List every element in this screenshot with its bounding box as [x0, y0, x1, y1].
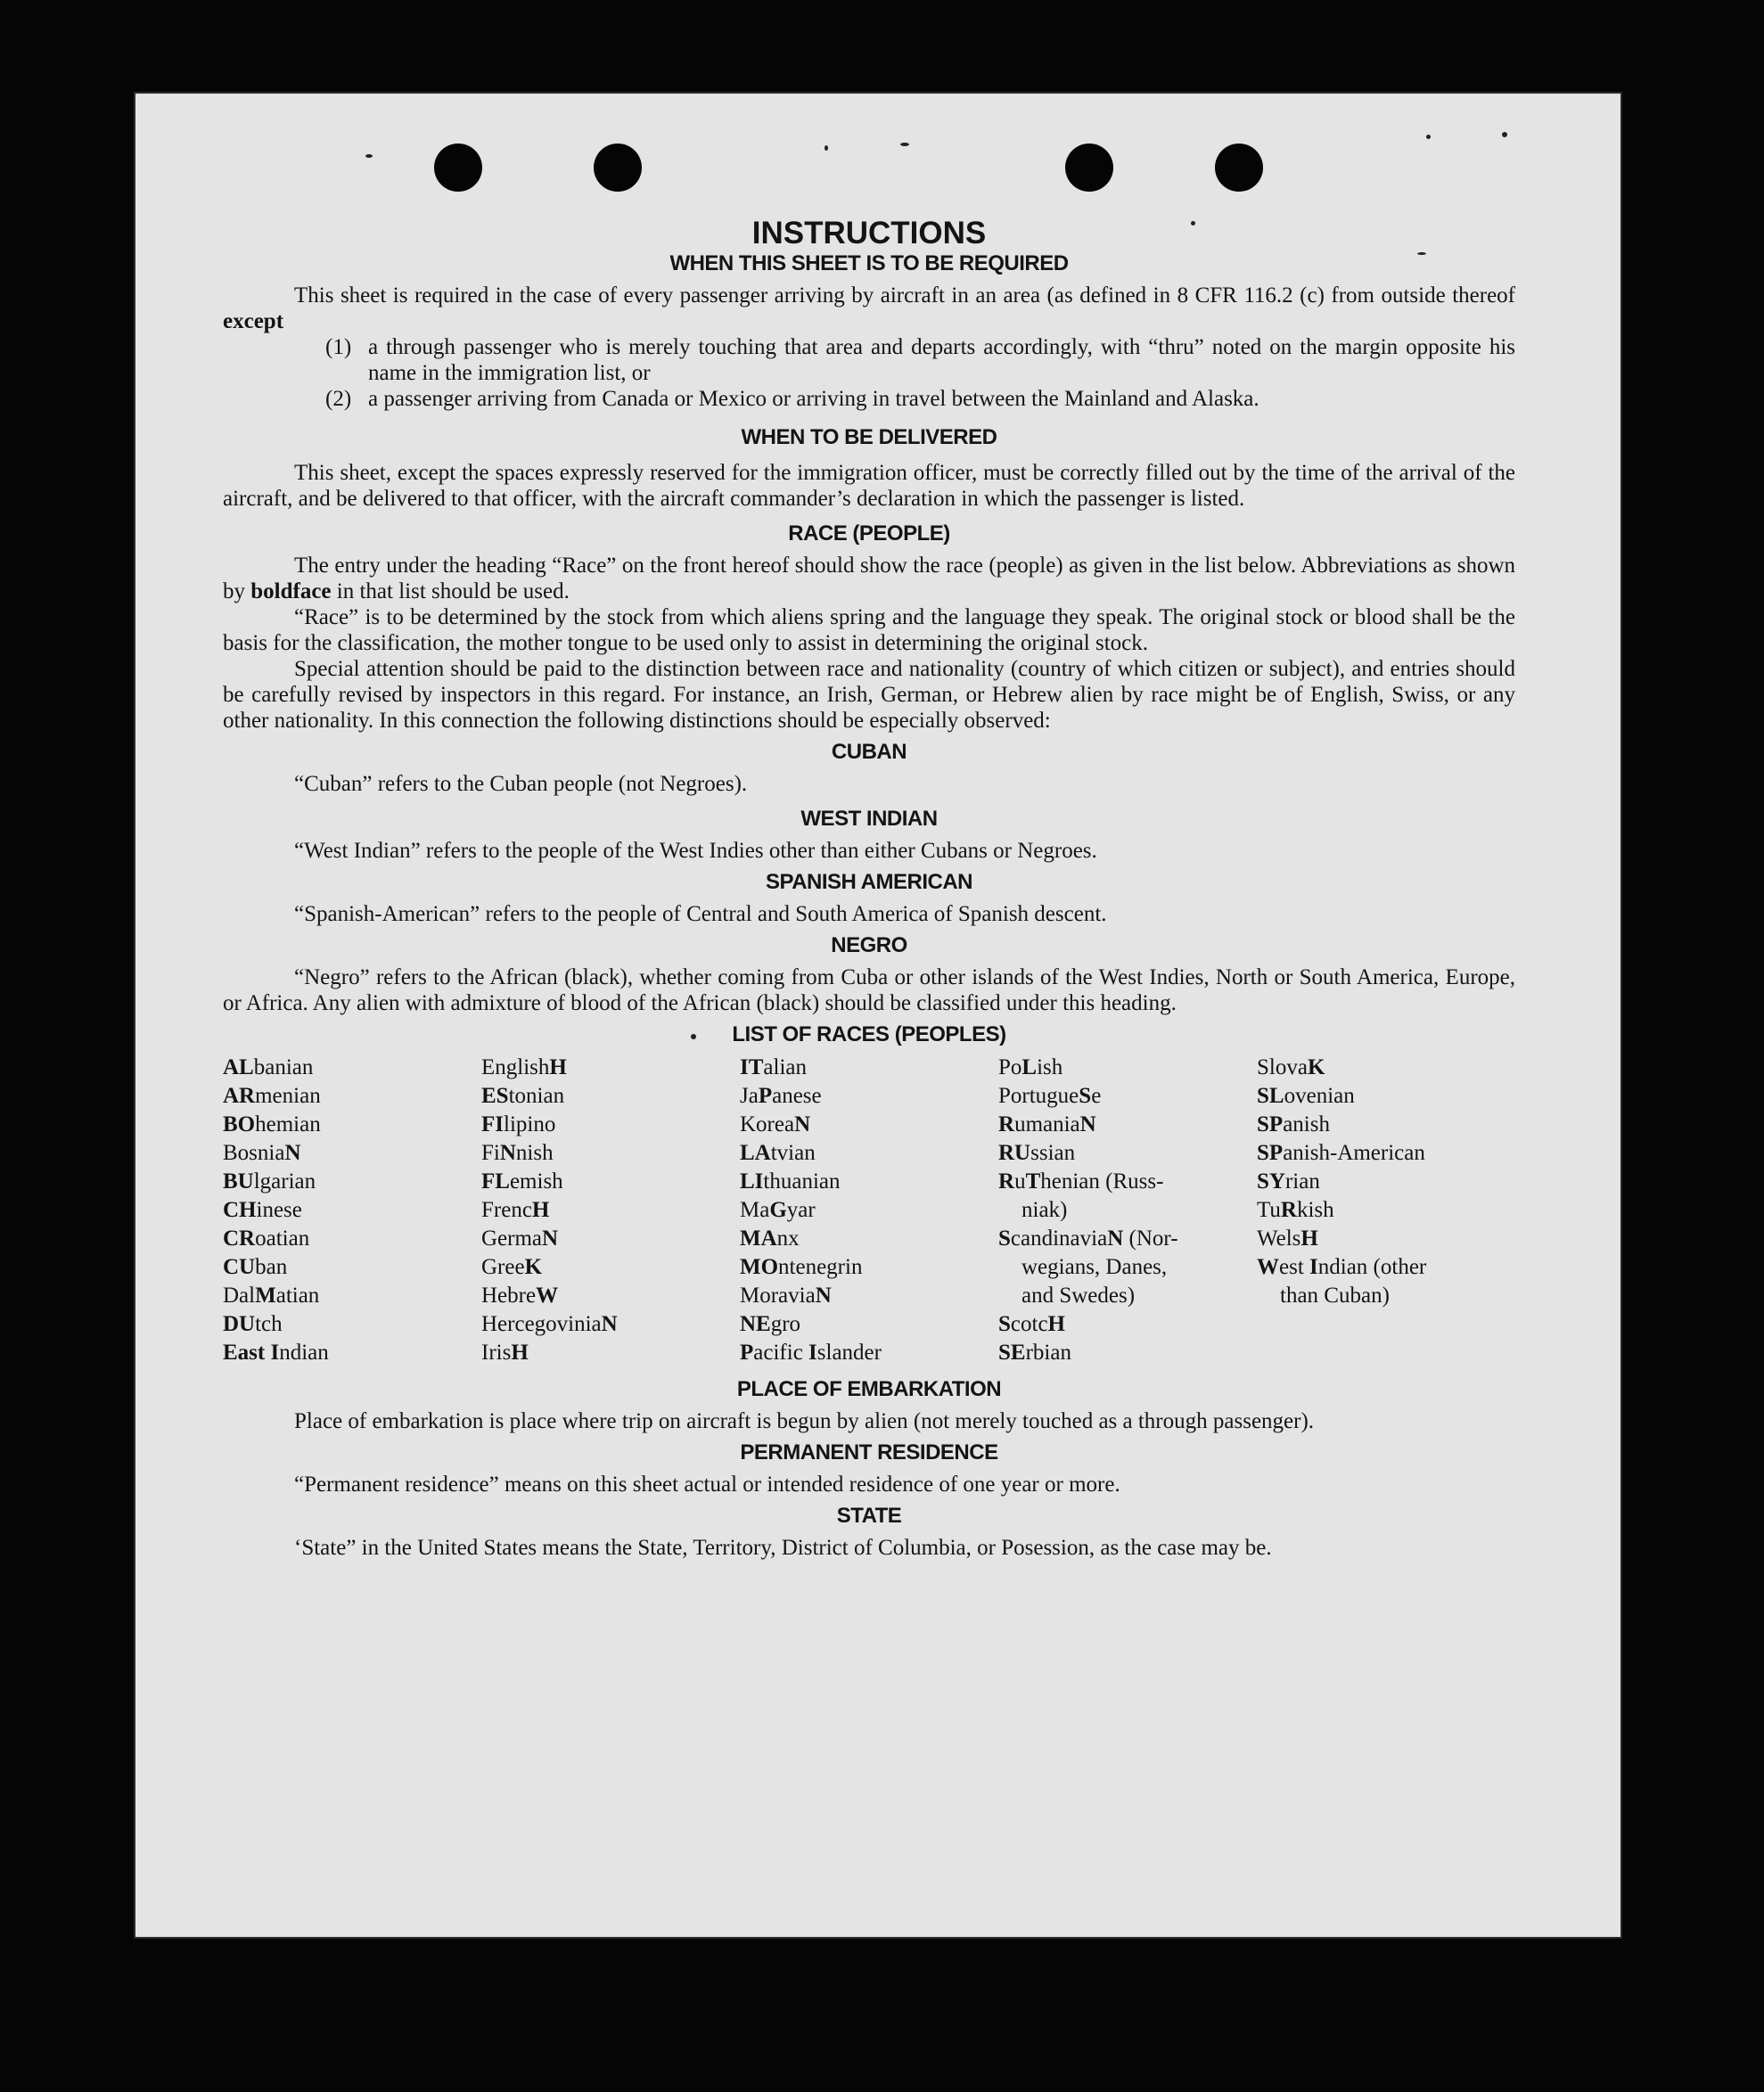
race-paragraph-1: The entry under the heading “Race” on the front hereof should show the race (people) as given in the list below. Abbreviations as shown by boldface in that list should be used.	[223, 554, 1515, 603]
negro-paragraph: “Negro” refers to the African (black), whether coming from Cuba or other islands of the West Indies, North or South America, Europe, or Africa. Any alien with admixture of blood of the African (black) should be classified under this heading.	[223, 965, 1515, 1015]
speck	[900, 143, 909, 146]
required-item-2: (2) a passenger arriving from Canada or Mexico or arriving in travel between the Mainland and Alaska.	[325, 387, 1259, 411]
race-text: alian	[763, 1055, 807, 1079]
race-text: Moravia	[740, 1284, 816, 1308]
race-abbreviation: S	[998, 1312, 1011, 1336]
race-entry	[481, 1111, 740, 1139]
race-abbreviation: ES	[481, 1084, 509, 1108]
race-abbreviation: MA	[740, 1226, 777, 1251]
race-abbreviation: East I	[223, 1341, 280, 1365]
race-text: Ja	[740, 1084, 759, 1108]
section-heading-embarkation: PLACE OF EMBARKATION	[736, 1377, 1002, 1401]
race-entry	[998, 1139, 1257, 1168]
race-entry	[481, 1339, 740, 1367]
document-page	[134, 92, 1622, 1939]
section-heading-required: WHEN THIS SHEET IS TO BE REQUIRED	[669, 251, 1069, 275]
race-entry	[481, 1082, 740, 1111]
punch-hole	[434, 144, 482, 192]
speck	[365, 154, 373, 158]
race-entry	[740, 1196, 998, 1225]
race-text: ntenegrin	[778, 1255, 863, 1279]
race-entry	[223, 1139, 481, 1168]
race-abbreviation: M	[255, 1284, 276, 1308]
race-entry	[998, 1168, 1257, 1225]
race-text: rian	[1284, 1169, 1320, 1194]
races-column	[1257, 1054, 1515, 1367]
race-text: nish	[515, 1141, 554, 1165]
race-entry	[223, 1054, 481, 1082]
race-text: hemian	[255, 1112, 321, 1136]
section-heading-residence: PERMANENT RESIDENCE	[740, 1440, 998, 1464]
race-entry	[998, 1054, 1257, 1082]
race-text: atian	[275, 1284, 320, 1308]
race-text: est	[1279, 1255, 1310, 1279]
race-abbreviation: CH	[223, 1198, 257, 1222]
race-abbreviation: N	[542, 1226, 559, 1251]
race-entry	[1257, 1111, 1515, 1139]
race-entry	[481, 1225, 740, 1253]
race-entry	[998, 1082, 1257, 1111]
race-text: tch	[255, 1312, 283, 1336]
race-entry	[481, 1168, 740, 1196]
race-entry	[1257, 1196, 1515, 1225]
punch-hole	[1215, 144, 1263, 192]
race-abbreviation: I	[1309, 1255, 1318, 1279]
race-entry	[998, 1225, 1257, 1310]
race-abbreviation: H	[1300, 1226, 1318, 1251]
race-abbreviation: DU	[223, 1312, 256, 1336]
race-text: (Nor-	[1123, 1226, 1178, 1251]
race-abbreviation: H	[531, 1198, 550, 1222]
race-abbreviation: SE	[998, 1341, 1026, 1365]
race-abbreviation: CU	[223, 1255, 256, 1279]
race-entry	[481, 1253, 740, 1282]
race-entry	[223, 1196, 481, 1225]
race-text: Hebre	[481, 1284, 537, 1308]
race-text: umania	[1014, 1112, 1080, 1136]
race-abbreviation: H	[511, 1341, 529, 1365]
race-entry	[481, 1310, 740, 1339]
race-text: candinavia	[1010, 1226, 1108, 1251]
race-abbreviation: T	[1025, 1169, 1041, 1194]
west-indian-paragraph: “West Indian” refers to the people of the West Indies other than either Cubans or Negroes.	[294, 839, 1097, 863]
race-text: English	[481, 1055, 550, 1079]
residence-paragraph: “Permanent residence” means on this sheet actual or intended residence of one year or more.	[294, 1473, 1120, 1497]
cuban-paragraph: “Cuban” refers to the Cuban people (not Negroes).	[294, 772, 748, 796]
race-text: Po	[998, 1055, 1022, 1079]
race-abbreviation: BU	[223, 1169, 254, 1194]
race-abbreviation: LI	[740, 1169, 764, 1194]
race-text: lipino	[504, 1112, 556, 1136]
race-entry	[740, 1225, 998, 1253]
race-abbreviation: K	[524, 1255, 543, 1279]
race-entry	[223, 1225, 481, 1253]
race-entry	[223, 1339, 481, 1367]
section-heading-list-of-races: LIST OF RACES (PEOPLES)	[732, 1022, 1006, 1046]
race-entry	[998, 1310, 1257, 1339]
punch-hole	[1065, 144, 1113, 192]
race-text: acific	[753, 1341, 809, 1365]
race-text: u	[1014, 1169, 1026, 1194]
race-text: ndian (other	[1317, 1255, 1427, 1279]
race-abbreviation: R	[1280, 1198, 1297, 1222]
race-abbreviation: I	[808, 1341, 817, 1365]
race-entry	[1257, 1139, 1515, 1168]
race-abbreviation: K	[1307, 1055, 1325, 1079]
race-abbreviation: P	[740, 1341, 754, 1365]
race-abbreviation: FL	[481, 1169, 510, 1194]
page-title: INSTRUCTIONS	[751, 216, 987, 250]
race-abbreviation: MO	[740, 1255, 779, 1279]
race-entry	[740, 1168, 998, 1196]
race-text: Hercegovinia	[481, 1312, 602, 1336]
section-heading-race: RACE (PEOPLE)	[788, 521, 950, 546]
section-heading-state: STATE	[836, 1504, 902, 1528]
race-text: slander	[816, 1341, 882, 1365]
spanish-american-paragraph: “Spanish-American” refers to the people of Central and South America of Spanish descent.	[294, 902, 1107, 926]
race-text-continued: than Cuban)	[1280, 1284, 1390, 1308]
race-entry	[223, 1168, 481, 1196]
race-paragraph-3: Special attention should be paid to the distinction between race and nationality (country of which citizen or subject), and entries should be carefully revised by inspectors in this regard. For instance, an Irish, German, or Hebrew alien by race might be of English, Swiss, or any other nationality. In this connection the following distinctions should be especially observed:	[223, 657, 1515, 733]
race-entry	[740, 1054, 998, 1082]
race-entry	[1257, 1225, 1515, 1253]
race-text: thuanian	[763, 1169, 841, 1194]
race-text: kish	[1296, 1198, 1334, 1222]
race-text: anish-American	[1283, 1141, 1425, 1165]
race-text: yar	[786, 1198, 816, 1222]
race-text: rbian	[1025, 1341, 1071, 1365]
race-abbreviation: SL	[1257, 1084, 1284, 1108]
race-text: anese	[772, 1084, 822, 1108]
race-entry	[481, 1282, 740, 1310]
race-text: emish	[509, 1169, 563, 1194]
race-abbreviation: G	[769, 1198, 787, 1222]
race-text: Gree	[481, 1255, 525, 1279]
race-entry	[223, 1082, 481, 1111]
race-text: lgarian	[253, 1169, 316, 1194]
races-column	[223, 1054, 481, 1367]
state-paragraph: ‘State” in the United States means the State, Territory, District of Columbia, or Posession, as the case may be.	[294, 1536, 1272, 1560]
race-abbreviation: IT	[740, 1055, 764, 1079]
race-entry	[740, 1310, 998, 1339]
race-abbreviation: L	[1021, 1055, 1038, 1079]
instructions-content	[223, 217, 1515, 1561]
race-text: Fi	[481, 1141, 500, 1165]
races-column	[740, 1054, 998, 1367]
race-abbreviation: FI	[481, 1112, 504, 1136]
race-entry	[223, 1253, 481, 1282]
race-text: ssian	[1030, 1141, 1076, 1165]
race-text: anish	[1283, 1112, 1330, 1136]
race-text: Slova	[1257, 1055, 1308, 1079]
race-text: e	[1091, 1084, 1102, 1108]
races-column	[481, 1054, 740, 1367]
race-text: Ma	[740, 1198, 770, 1222]
speck	[825, 145, 828, 151]
race-text: oatian	[255, 1226, 310, 1251]
race-text: gro	[770, 1312, 801, 1336]
race-abbreviation: AR	[223, 1084, 256, 1108]
race-entry	[223, 1310, 481, 1339]
race-text: Germa	[481, 1226, 543, 1251]
race-abbreviation: N	[499, 1141, 516, 1165]
race-abbreviation: CR	[223, 1226, 256, 1251]
race-entry	[1257, 1054, 1515, 1082]
race-abbreviation: N	[284, 1141, 301, 1165]
embarkation-paragraph: Place of embarkation is place where trip on aircraft is begun by alien (not merely touched as a through passenger).	[294, 1409, 1315, 1433]
race-text: ban	[255, 1255, 288, 1279]
race-entry	[1257, 1168, 1515, 1196]
races-list	[223, 1054, 1515, 1367]
race-abbreviation: W	[536, 1284, 559, 1308]
race-entry	[223, 1282, 481, 1310]
race-abbreviation: R	[998, 1169, 1015, 1194]
race-abbreviation: RU	[998, 1141, 1031, 1165]
race-abbreviation: AL	[223, 1055, 254, 1079]
speck	[1502, 132, 1507, 137]
race-text: nx	[776, 1226, 800, 1251]
race-abbreviation: SP	[1257, 1141, 1284, 1165]
race-text: banian	[253, 1055, 314, 1079]
race-text-continued: niak)	[1021, 1198, 1068, 1222]
race-paragraph-2: “Race” is to be determined by the stock from which aliens spring and the language they speak. The original stock or blood shall be the basis for the classification, the mother tongue to be used only to assist in determining the original stock.	[223, 605, 1515, 655]
race-text: inese	[256, 1198, 302, 1222]
race-text: Dal	[223, 1284, 256, 1308]
race-abbreviation: N	[1079, 1112, 1096, 1136]
race-entry	[1257, 1082, 1515, 1111]
race-abbreviation: H	[549, 1055, 567, 1079]
race-text: ndian	[279, 1341, 329, 1365]
race-entry	[223, 1111, 481, 1139]
section-heading-spanish-american: SPANISH AMERICAN	[765, 870, 972, 894]
race-text-continued: wegians, Danes,	[1021, 1255, 1168, 1279]
race-text: Korea	[740, 1112, 795, 1136]
race-entry	[998, 1111, 1257, 1139]
race-text: ish	[1037, 1055, 1063, 1079]
race-abbreviation: H	[1047, 1312, 1065, 1336]
race-abbreviation: N	[1107, 1226, 1124, 1251]
race-entry	[481, 1196, 740, 1225]
race-text: Tu	[1257, 1198, 1281, 1222]
race-abbreviation: NE	[740, 1312, 771, 1336]
punch-hole	[594, 144, 642, 192]
race-text-continued: and Swedes)	[1021, 1284, 1136, 1308]
race-abbreviation: S	[998, 1226, 1011, 1251]
race-abbreviation: LA	[740, 1141, 771, 1165]
race-text: Portugue	[998, 1084, 1079, 1108]
race-abbreviation: R	[998, 1112, 1015, 1136]
race-entry	[740, 1339, 998, 1367]
race-abbreviation: N	[794, 1112, 811, 1136]
race-text: tonian	[508, 1084, 565, 1108]
race-abbreviation: N	[601, 1312, 618, 1336]
races-column	[998, 1054, 1257, 1367]
race-entry	[740, 1253, 998, 1282]
race-abbreviation: P	[758, 1084, 773, 1108]
race-abbreviation: W	[1257, 1255, 1279, 1279]
section-heading-west-indian: WEST INDIAN	[800, 807, 938, 831]
race-entry	[481, 1139, 740, 1168]
race-text: Frenc	[481, 1198, 532, 1222]
race-entry	[1257, 1253, 1515, 1310]
section-heading-cuban: CUBAN	[831, 740, 907, 764]
race-entry	[740, 1111, 998, 1139]
section-heading-negro: NEGRO	[831, 933, 907, 957]
race-text: menian	[255, 1084, 321, 1108]
race-text: Iris	[481, 1341, 512, 1365]
race-text: cotc	[1010, 1312, 1048, 1336]
race-entry	[740, 1082, 998, 1111]
race-abbreviation: SP	[1257, 1112, 1284, 1136]
delivered-paragraph: This sheet, except the spaces expressly reserved for the immigration officer, must be correctly filled out by the time of the arrival of the aircraft, and be delivered to that officer, with the aircraft commander’s declaration in which the passenger is listed.	[223, 461, 1515, 511]
required-paragraph: This sheet is required in the case of every passenger arriving by aircraft in an area (as defined in 8 CFR 116.2 (c) from outside thereof except	[223, 283, 1515, 333]
section-heading-delivered: WHEN TO BE DELIVERED	[741, 425, 997, 449]
race-text: henian (Russ-	[1040, 1169, 1164, 1194]
race-abbreviation: N	[815, 1284, 832, 1308]
race-entry	[740, 1139, 998, 1168]
race-text: tvian	[770, 1141, 816, 1165]
race-text: Wels	[1257, 1226, 1301, 1251]
required-item-1: (1) a through passenger who is merely touching that area and departs accordingly, with “thru” noted on the margin opposite his name in the immigration list, or	[325, 335, 1515, 385]
speck	[1426, 135, 1431, 139]
race-abbreviation: SY	[1257, 1169, 1285, 1194]
race-entry	[998, 1339, 1257, 1367]
race-text: Bosnia	[223, 1141, 285, 1165]
race-abbreviation: BO	[223, 1112, 256, 1136]
race-text: ovenian	[1284, 1084, 1355, 1108]
race-abbreviation: S	[1079, 1084, 1092, 1108]
race-entry	[740, 1282, 998, 1310]
race-entry	[481, 1054, 740, 1082]
